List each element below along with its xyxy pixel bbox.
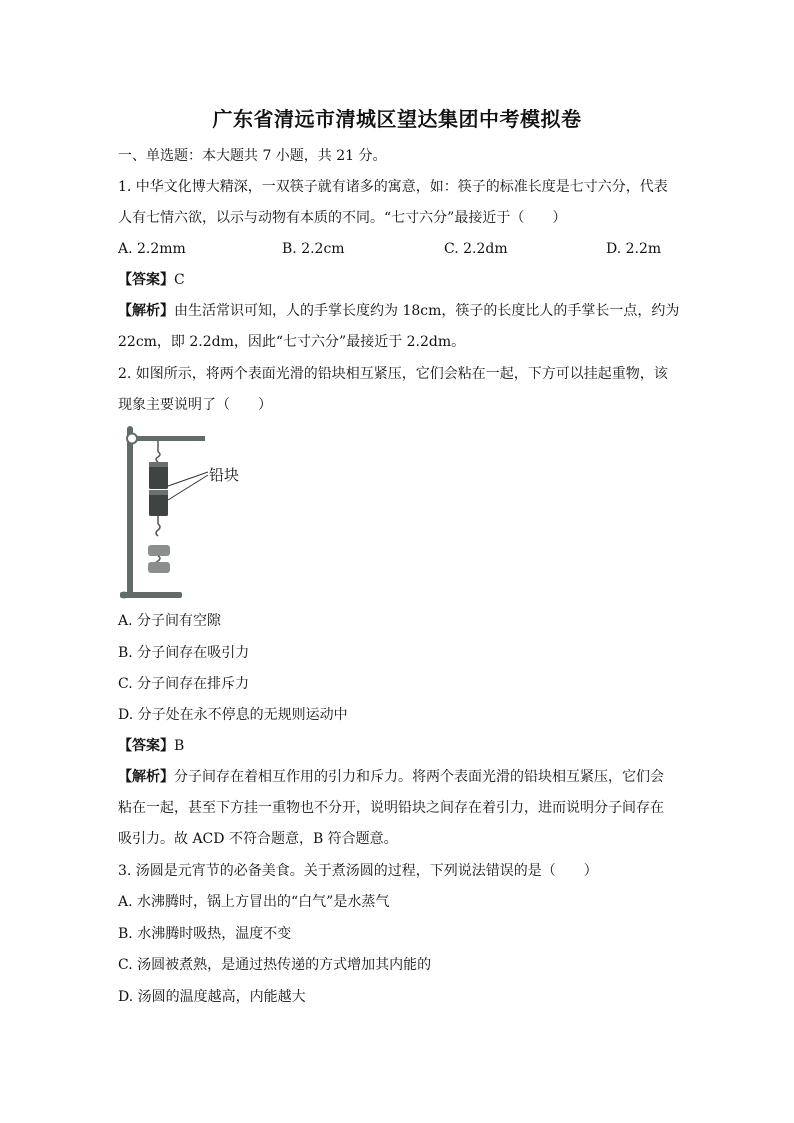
weight-upper-disc	[148, 545, 170, 556]
section-heading: 一、单选题：本大题共 7 小题，共 21 分。	[118, 148, 387, 164]
question-3-option-a: A. 水沸腾时，锅上方冒出的“白气”是水蒸气	[118, 894, 390, 910]
question-1-option-b: B. 2.2cm	[282, 241, 345, 257]
question-1-answer	[118, 270, 678, 290]
answer-value: B	[174, 738, 185, 754]
stand-pole	[127, 428, 133, 596]
question-2-option-a: A. 分子间有空隙	[118, 613, 222, 629]
question-2-option-d: D. 分子处在永不停息的无规则运动中	[118, 707, 348, 723]
clamp-joint	[127, 434, 137, 444]
weight-lower-disc	[148, 562, 170, 573]
question-2-analysis-line-1	[118, 767, 678, 787]
question-2-stem-line-2: 现象主要说明了（ ）	[118, 397, 272, 413]
answer-tag: 【答案】	[118, 738, 174, 754]
analysis-text: 分子间存在着相互作用的引力和斥力。将两个表面光滑的铅块相互紧压，它们会	[174, 769, 664, 785]
stand-arm	[128, 436, 205, 441]
analysis-text: 由生活常识可知，人的手掌长度约为 18cm，筷子的长度比人的手掌长一点，约为	[174, 303, 680, 319]
question-2-analysis-line-3: 吸引力。故 ACD 不符合题意，B 符合题意。	[118, 831, 398, 847]
question-1-option-d: D. 2.2m	[606, 241, 662, 257]
lead-block-apparatus-illustration	[116, 420, 256, 605]
lead-block-figure	[116, 420, 256, 605]
question-2-answer	[118, 736, 678, 756]
question-3-stem: 3. 汤圆是元宵节的必备美食。关于煮汤圆的过程，下列说法错误的是（ ）	[118, 863, 598, 879]
pole-top	[127, 426, 133, 432]
question-1-analysis-line-1	[118, 301, 678, 321]
page-title: 广东省清远市清城区望达集团中考模拟卷	[212, 107, 582, 131]
lower-hook	[156, 524, 160, 536]
answer-value: C	[174, 272, 185, 288]
question-1-option-c: C. 2.2dm	[444, 241, 508, 257]
question-1-option-a: A. 2.2mm	[118, 241, 186, 257]
question-1-stem-line-2: 人有七情六欲，以示与动物有本质的不同。“七寸六分”最接近于（ ）	[118, 210, 567, 226]
question-3-option-b: B. 水沸腾时吸热，温度不变	[118, 926, 292, 942]
upper-hook	[156, 452, 160, 462]
question-3-option-d: D. 汤圆的温度越高，内能越大	[118, 989, 306, 1005]
question-1-analysis-line-2: 22cm，即 2.2dm，因此“七寸六分”最接近于 2.2dm。	[118, 334, 466, 350]
question-2-option-c: C. 分子间存在排斥力	[118, 676, 250, 692]
question-1-stem-line-1: 1. 中华文化博大精深，一双筷子就有诸多的寓意，如：筷子的标准长度是七寸六分，代表	[118, 179, 668, 195]
stand-foot	[121, 592, 128, 599]
question-2-option-b: B. 分子间存在吸引力	[118, 645, 250, 661]
answer-tag: 【答案】	[118, 272, 174, 288]
question-3-option-c: C. 汤圆被煮熟，是通过热传递的方式增加其内能的	[118, 957, 432, 973]
question-2-stem-line-1: 2. 如图所示，将两个表面光滑的铅块相互紧压，它们会粘在一起，下方可以挂起重物，该	[118, 366, 668, 382]
analysis-tag: 【解析】	[118, 769, 174, 785]
question-2-analysis-line-2: 粘在一起，甚至下方挂一重物也不分开，说明铅块之间存在着引力，进而说明分子间存在	[118, 800, 664, 816]
analysis-tag: 【解析】	[118, 303, 174, 319]
lead-block-label: 铅块	[209, 466, 240, 484]
